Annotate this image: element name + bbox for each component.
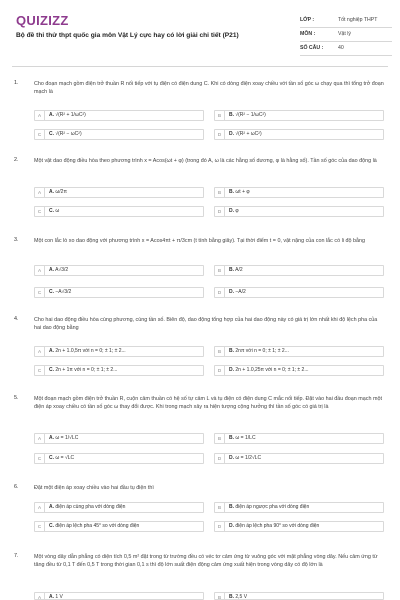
option-d[interactable] xyxy=(214,287,384,298)
option-text: √(R² − ωC²) xyxy=(55,131,82,137)
meta-table xyxy=(300,14,392,56)
option-key: B. xyxy=(229,267,234,273)
option-text: ω/2π xyxy=(55,189,67,195)
option-letter: C xyxy=(35,522,45,531)
option-key: A. xyxy=(49,112,54,118)
option-key: D. xyxy=(229,455,234,461)
option-text: ω = 1/√LC xyxy=(55,435,79,441)
option-letter: A xyxy=(35,111,45,120)
option-letter: D xyxy=(215,130,225,139)
option-text: −A√3/2 xyxy=(55,289,72,295)
option-d[interactable] xyxy=(214,453,384,464)
option-text: điện áp cùng pha với dòng điện xyxy=(55,504,126,510)
option-b[interactable] xyxy=(214,502,384,513)
option-key: B. xyxy=(229,189,234,195)
option-text: A/2 xyxy=(235,267,243,273)
option-letter: B xyxy=(215,266,225,275)
question-number: 5. xyxy=(14,395,19,401)
option-key: B. xyxy=(229,594,234,600)
option-text: φ xyxy=(235,208,239,214)
option-letter: D xyxy=(215,522,225,531)
option-letter: D xyxy=(215,288,225,297)
option-b[interactable] xyxy=(214,187,384,198)
option-d[interactable] xyxy=(214,206,384,217)
question-text: Đặt một điện áp xoay chiều vào hai đầu tụ điện thì xyxy=(34,485,154,491)
option-text: A√3/2 xyxy=(55,267,69,273)
option-b[interactable] xyxy=(214,346,384,357)
option-key: B. xyxy=(229,435,234,441)
option-c[interactable] xyxy=(34,453,204,464)
option-key: A. xyxy=(49,189,54,195)
question-text: Một vật dao động điều hòa theo phương trình x = Acos(ωt + φ) (trong đó A, ω là các hằng số dương, φ là hằng số). Tần số góc của dao động là xyxy=(34,158,377,164)
question-number: 2. xyxy=(14,157,19,163)
option-letter: B xyxy=(215,434,225,443)
option-a[interactable] xyxy=(34,187,204,198)
option-letter: A xyxy=(35,266,45,275)
option-key: D. xyxy=(229,289,234,295)
option-b[interactable] xyxy=(214,592,384,600)
question-text: Cho hai dao động điều hòa cùng phương, cùng tần số. Biên độ, dao động tổng hợp của hai dao động này có giá trị lớn nhất khi độ lệch pha của hai dao động bằng xyxy=(34,317,378,331)
option-key: D. xyxy=(229,523,234,529)
option-text: ω = 1/2√LC xyxy=(235,455,262,461)
option-key: B. xyxy=(229,504,234,510)
option-key: D. xyxy=(229,367,234,373)
option-letter: A xyxy=(35,593,45,600)
meta-value: 40 xyxy=(338,45,344,51)
option-letter: A xyxy=(35,434,45,443)
option-key: C. xyxy=(49,455,54,461)
option-letter: C xyxy=(35,207,45,216)
meta-value: Tốt nghiệp THPT xyxy=(338,17,378,23)
option-key: C. xyxy=(49,131,54,137)
question-text: Một con lắc lò xo dao động với phương trình x = Acos4πt + π/3cm (t tính bằng giây). Tại thời điểm t = 0, vật nặng của con lắc có li độ bằng xyxy=(34,238,365,244)
option-letter: A xyxy=(35,188,45,197)
option-text: √(R² + 1/ωC²) xyxy=(55,112,86,118)
option-letter: D xyxy=(215,366,225,375)
option-a[interactable] xyxy=(34,110,204,121)
option-text: ω = 1/LC xyxy=(235,435,256,441)
header-divider xyxy=(12,66,388,67)
option-key: B. xyxy=(229,348,234,354)
option-letter: A xyxy=(35,347,45,356)
option-a[interactable] xyxy=(34,265,204,276)
option-key: D. xyxy=(229,131,234,137)
question-text: Cho đoạn mạch gồm điện trở thuần R nối tiếp với tụ điện có điện dung C. Khi có dòng điện xoay chiều với tần số góc ω chạy qua thì tổng trở đoạn mạch là xyxy=(34,81,384,95)
option-text: ω = √LC xyxy=(55,455,75,461)
option-key: A. xyxy=(49,267,54,273)
option-letter: D xyxy=(215,207,225,216)
question-number: 6. xyxy=(14,484,19,490)
option-d[interactable] xyxy=(214,521,384,532)
option-key: C. xyxy=(49,367,54,373)
option-letter: C xyxy=(35,454,45,463)
option-letter: B xyxy=(215,111,225,120)
option-letter: B xyxy=(215,188,225,197)
question-number: 1. xyxy=(14,80,19,86)
option-key: D. xyxy=(229,208,234,214)
option-letter: D xyxy=(215,454,225,463)
question-number: 4. xyxy=(14,316,19,322)
option-text: điện áp lệch pha 90° so với dòng điện xyxy=(235,523,320,529)
option-letter: C xyxy=(35,288,45,297)
option-text: ωt + φ xyxy=(235,189,250,195)
option-key: A. xyxy=(49,594,54,600)
option-a[interactable] xyxy=(34,346,204,357)
option-key: C. xyxy=(49,289,54,295)
option-c[interactable] xyxy=(34,365,204,376)
option-key: A. xyxy=(49,348,54,354)
option-text: ω xyxy=(55,208,60,214)
option-key: C. xyxy=(49,208,54,214)
option-a[interactable] xyxy=(34,592,204,600)
meta-label: SỐ CÂU : xyxy=(300,45,324,51)
page-header xyxy=(0,0,400,70)
meta-row-count xyxy=(300,42,392,56)
option-c[interactable] xyxy=(34,206,204,217)
option-key: A. xyxy=(49,504,54,510)
option-a[interactable] xyxy=(34,502,204,513)
option-c[interactable] xyxy=(34,287,204,298)
option-text: 2nπ với n = 0; ± 1; ± 2... xyxy=(235,348,289,354)
option-text: 2n + 1.0,25π với n = 0; ± 1; ± 2... xyxy=(235,367,309,373)
option-key: C. xyxy=(49,523,54,529)
option-text: điện áp ngược pha với dòng điện xyxy=(235,504,310,510)
meta-label: MÔN : xyxy=(300,31,316,37)
option-c[interactable] xyxy=(34,129,204,140)
option-b[interactable] xyxy=(214,433,384,444)
meta-row-subject xyxy=(300,28,392,42)
meta-row-class xyxy=(300,14,392,28)
option-text: điện áp lệch pha 45° so với dòng điện xyxy=(55,523,140,529)
document-title: Bộ đề thi thử thpt quốc gia môn Vật Lý cực hay có lời giải chi tiết (P21) xyxy=(16,32,239,39)
question-text: Một đoạn mạch gồm điện trở thuần R, cuộn cảm thuần có hệ số tự cảm L và tụ điện có điện dung C mắc nối tiếp. Đặt vào hai đầu đoạn mạch một điện áp xoay chiều có tần số góc ω thay đổi được. Khi trong mạch xảy ra hiện tượng cộng hưởng thì tần số góc có giá trị là xyxy=(34,396,382,410)
option-letter: C xyxy=(35,366,45,375)
meta-value: Vật lý xyxy=(338,31,351,37)
quizizz-logo: QUIZIZZ xyxy=(16,13,69,28)
option-letter: B xyxy=(215,347,225,356)
question-number: 3. xyxy=(14,237,19,243)
option-text: −A/2 xyxy=(235,289,246,295)
option-letter: B xyxy=(215,593,225,600)
option-text: 1 V xyxy=(55,594,63,600)
option-a[interactable] xyxy=(34,433,204,444)
option-c[interactable] xyxy=(34,521,204,532)
option-d[interactable] xyxy=(214,365,384,376)
option-letter: A xyxy=(35,503,45,512)
option-text: √(R² − 1/ωC²) xyxy=(235,112,266,118)
option-text: 2n + 1.0,5π với n = 0; ± 1; ± 2... xyxy=(55,348,126,354)
option-text: 2,5 V xyxy=(235,594,248,600)
option-letter: C xyxy=(35,130,45,139)
option-text: 2n + 1π với n = 0; ± 1; ± 2... xyxy=(55,367,118,373)
option-d[interactable] xyxy=(214,129,384,140)
meta-label: LỚP : xyxy=(300,17,315,23)
option-b[interactable] xyxy=(214,110,384,121)
question-text: Một vòng dây dẫn phẳng có diện tích 0,5 m² đặt trong từ trường đều có véc tơ cảm ứng từ vuông góc với mặt phẳng vòng dây. Nếu cảm ứng từ tăng đều từ 0,1 T đến 0,5 T trong thời gian 0,1 s thì độ lớn suất điện động cảm ứng xuất hiện trong vòng dây có độ lớn là xyxy=(34,554,378,568)
option-text: √(R² + ωC²) xyxy=(235,131,262,137)
option-letter: B xyxy=(215,503,225,512)
option-key: B. xyxy=(229,112,234,118)
option-key: A. xyxy=(49,435,54,441)
option-b[interactable] xyxy=(214,265,384,276)
question-number: 7. xyxy=(14,553,19,559)
